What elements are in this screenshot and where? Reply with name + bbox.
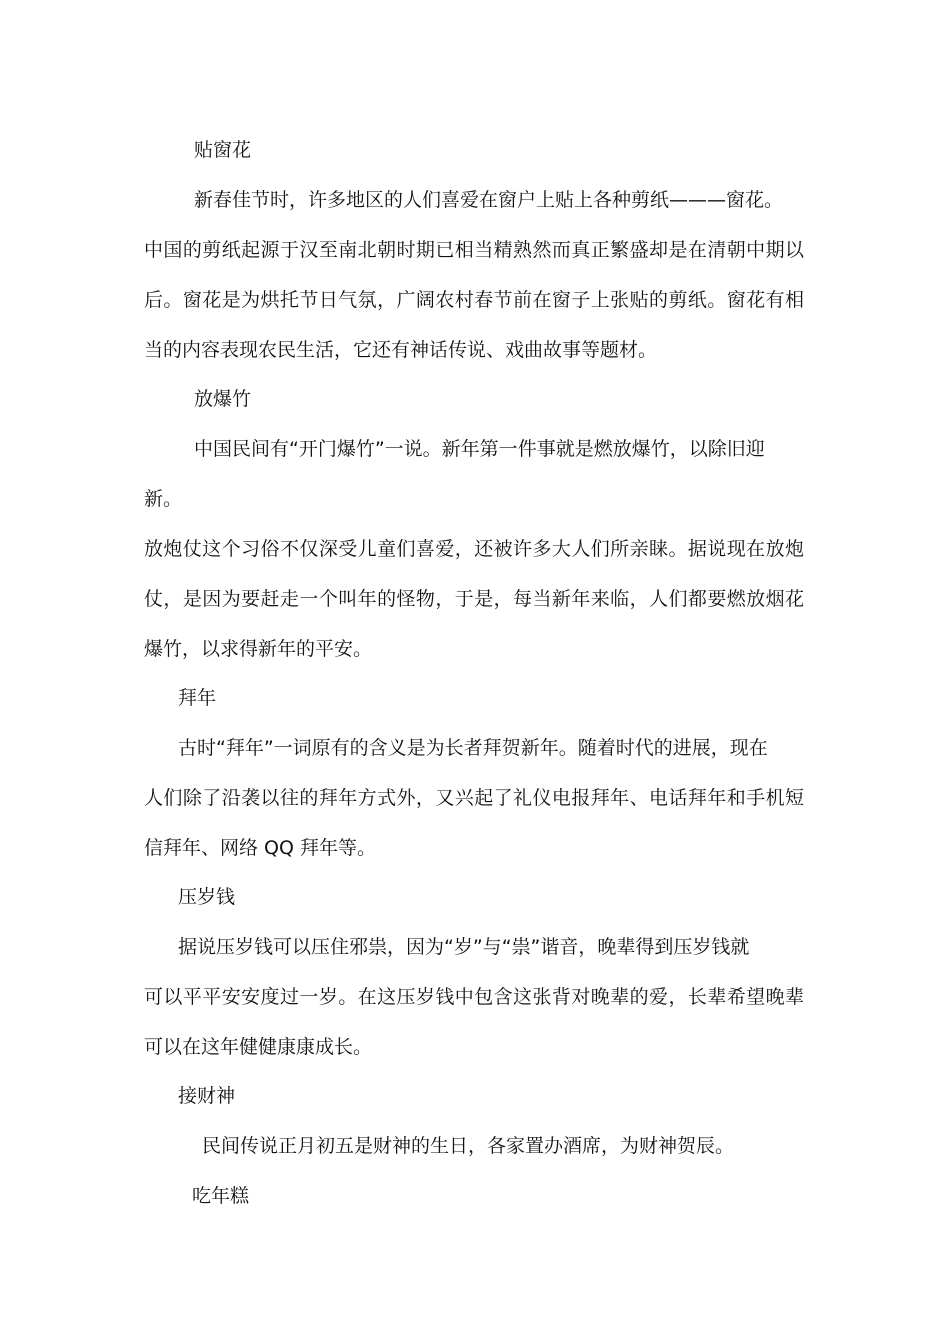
paragraph-line: 新春佳节时，许多地区的人们喜爱在窗户上贴上各种剪纸———窗花。: [194, 189, 784, 211]
paragraph-line: 可以平平安安度过一岁。在这压岁钱中包含这张背对晚辈的爱，长辈希望晚辈: [144, 986, 804, 1008]
paragraph-line: 可以在这年健健康康成长。: [144, 1036, 373, 1058]
section-heading: 拜年: [178, 687, 217, 709]
paragraph-line: 爆竹，以求得新年的平安。: [144, 638, 373, 660]
paragraph-line: 放炮仗这个习俗不仅深受儿童们喜爱，还被许多大人们所亲睐。据说现在放炮: [144, 538, 804, 560]
paragraph-line: 中国民间有“开门爆竹”一说。新年第一件事就是燃放爆竹，以除旧迎: [194, 438, 765, 460]
paragraph-line: 信拜年、网络 QQ 拜年等。: [144, 837, 376, 859]
section-heading: 放爆竹: [194, 388, 252, 410]
paragraph-line: 当的内容表现农民生活，它还有神话传说、戏曲故事等题材。: [144, 339, 658, 361]
paragraph-line: 中国的剪纸起源于汉至南北朝时期已相当精熟然而真正繁盛却是在清朝中期以: [144, 239, 804, 261]
paragraph-line: 后。窗花是为烘托节日气氛，广阔农村春节前在窗子上张贴的剪纸。窗花有相: [144, 289, 804, 311]
section-heading: 贴窗花: [194, 139, 252, 161]
section-heading: 接财神: [178, 1085, 236, 1107]
section-heading: 压岁钱: [178, 886, 236, 908]
paragraph-line: 人们除了沿袭以往的拜年方式外，又兴起了礼仪电报拜年、电话拜年和手机短: [144, 787, 804, 809]
paragraph-line: 仗，是因为要赶走一个叫年的怪物，于是，每当新年来临，人们都要燃放烟花: [144, 588, 804, 610]
paragraph-line: 古时“拜年”一词原有的含义是为长者拜贺新年。随着时代的进展，现在: [178, 737, 768, 759]
section-heading: 吃年糕: [192, 1185, 250, 1207]
paragraph-line: 新。: [144, 488, 183, 510]
paragraph-line: 民间传说正月初五是财神的生日，各家置办酒席，为财神贺辰。: [202, 1135, 735, 1157]
paragraph-line: 据说压岁钱可以压住邪祟，因为“岁”与“祟”谐音，晚辈得到压岁钱就: [178, 936, 750, 958]
